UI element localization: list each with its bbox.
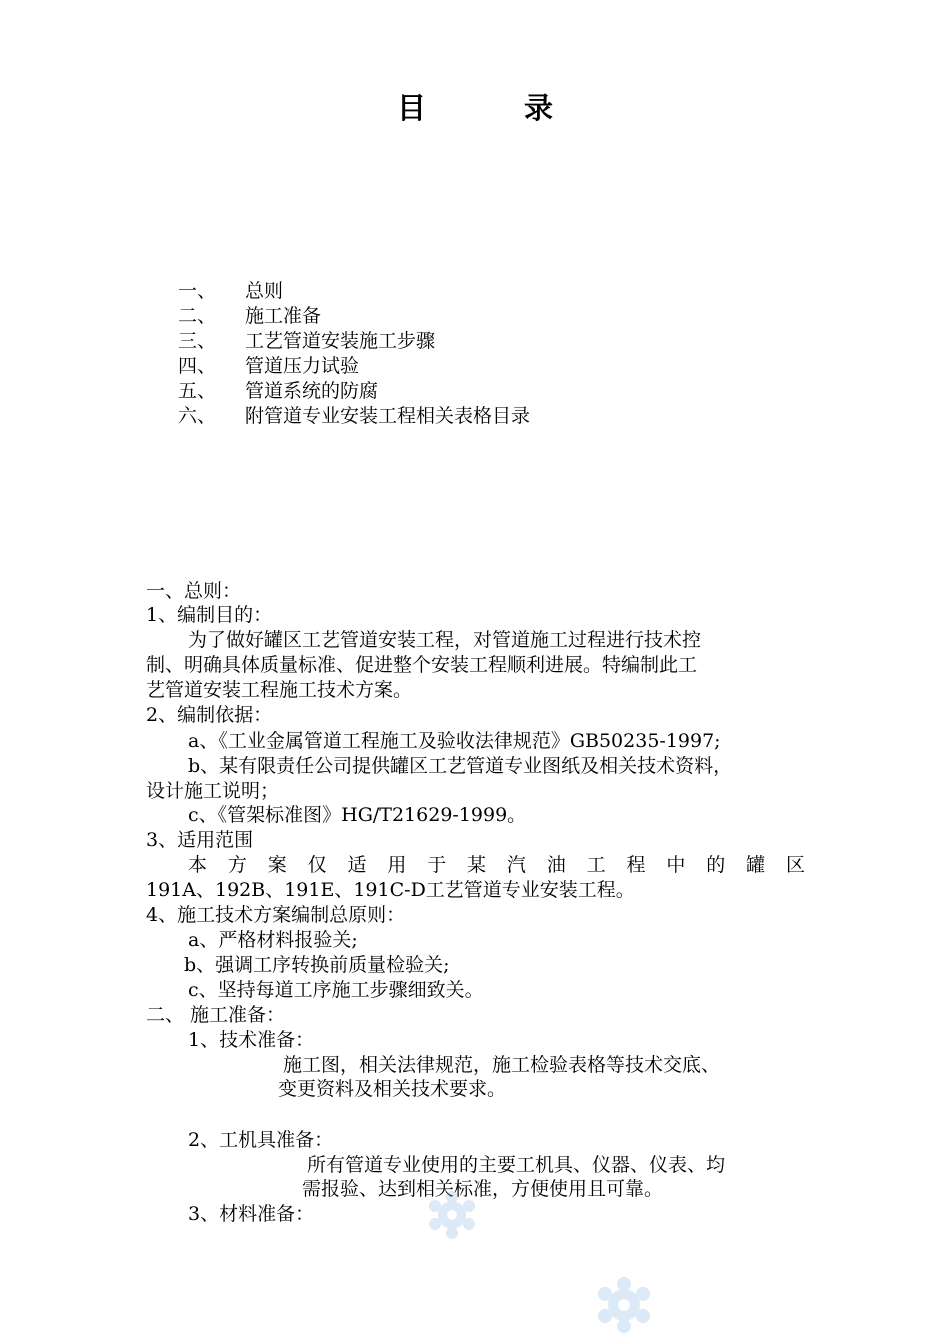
list-item: b、某有限责任公司提供罐区工艺管道专业图纸及相关技术资料， <box>188 755 733 777</box>
paragraph-line: 本方案仅适用于某汽油工程中的罐区 <box>188 854 805 876</box>
paragraph-line: 制、明确具体质量标准、促进整个安装工程顺利进展。特编制此工 <box>146 654 698 676</box>
toc-number: 四、 <box>178 355 217 377</box>
list-item: a、严格材料报验关; <box>188 929 358 951</box>
paragraph-line: 所有管道专业使用的主要工机具、仪器、仪表、均 <box>307 1154 726 1176</box>
paragraph-line: 191A、192B、191E、191C-D工艺管道专业安装工程。 <box>146 879 635 901</box>
toc-number: 二、 <box>178 305 217 327</box>
list-item: b、强调工序转换前质量检验关; <box>184 954 450 976</box>
subsection-heading: 1、技术准备： <box>188 1029 315 1051</box>
snowflake-emblem-icon <box>588 1272 660 1338</box>
subsection-heading: 3、材料准备： <box>188 1203 315 1225</box>
toc-label: 管道系统的防腐 <box>245 380 379 402</box>
subsection-heading: 2、工机具准备： <box>188 1129 334 1151</box>
list-item: a、《工业金属管道工程施工及验收法律规范》GB50235-1997; <box>188 730 721 752</box>
toc-number: 六、 <box>178 405 217 427</box>
section-heading: 二、 施工准备： <box>146 1004 286 1026</box>
toc-number: 五、 <box>178 380 217 402</box>
subsection-heading: 1、编制目的： <box>146 604 273 626</box>
toc-label: 施工准备 <box>245 305 322 327</box>
toc-number: 三、 <box>178 330 217 352</box>
page-title: 目 录 <box>396 91 598 125</box>
subsection-heading: 3、适用范围 <box>146 829 254 851</box>
subsection-heading: 4、施工技术方案编制总原则： <box>146 904 406 926</box>
paragraph-line: 施工图，相关法律规范，施工检验表格等技术交底、 <box>283 1054 721 1076</box>
toc-label: 附管道专业安装工程相关表格目录 <box>245 405 531 427</box>
paragraph-line: 为了做好罐区工艺管道安装工程，对管道施工过程进行技术控 <box>188 629 702 651</box>
toc-label: 总则 <box>245 280 284 302</box>
section-heading: 一、总则： <box>146 580 242 602</box>
toc-number: 一、 <box>178 280 217 302</box>
list-item: c、坚持每道工序施工步骤细致关。 <box>188 979 484 1001</box>
paragraph-line: 设计施工说明； <box>146 780 280 802</box>
paragraph-line: 变更资料及相关技术要求。 <box>278 1078 507 1100</box>
paragraph-line: 艺管道安装工程施工技术方案。 <box>146 679 413 701</box>
subsection-heading: 2、编制依据： <box>146 704 273 726</box>
toc-label: 工艺管道安装施工步骤 <box>245 330 436 352</box>
toc-label: 管道压力试验 <box>245 355 360 377</box>
paragraph-line: 需报验、达到相关标准，方便使用且可靠。 <box>302 1178 664 1200</box>
list-item: c、《管架标准图》HG/T21629-1999。 <box>188 804 527 826</box>
snowflake-emblem-icon <box>420 1187 484 1243</box>
